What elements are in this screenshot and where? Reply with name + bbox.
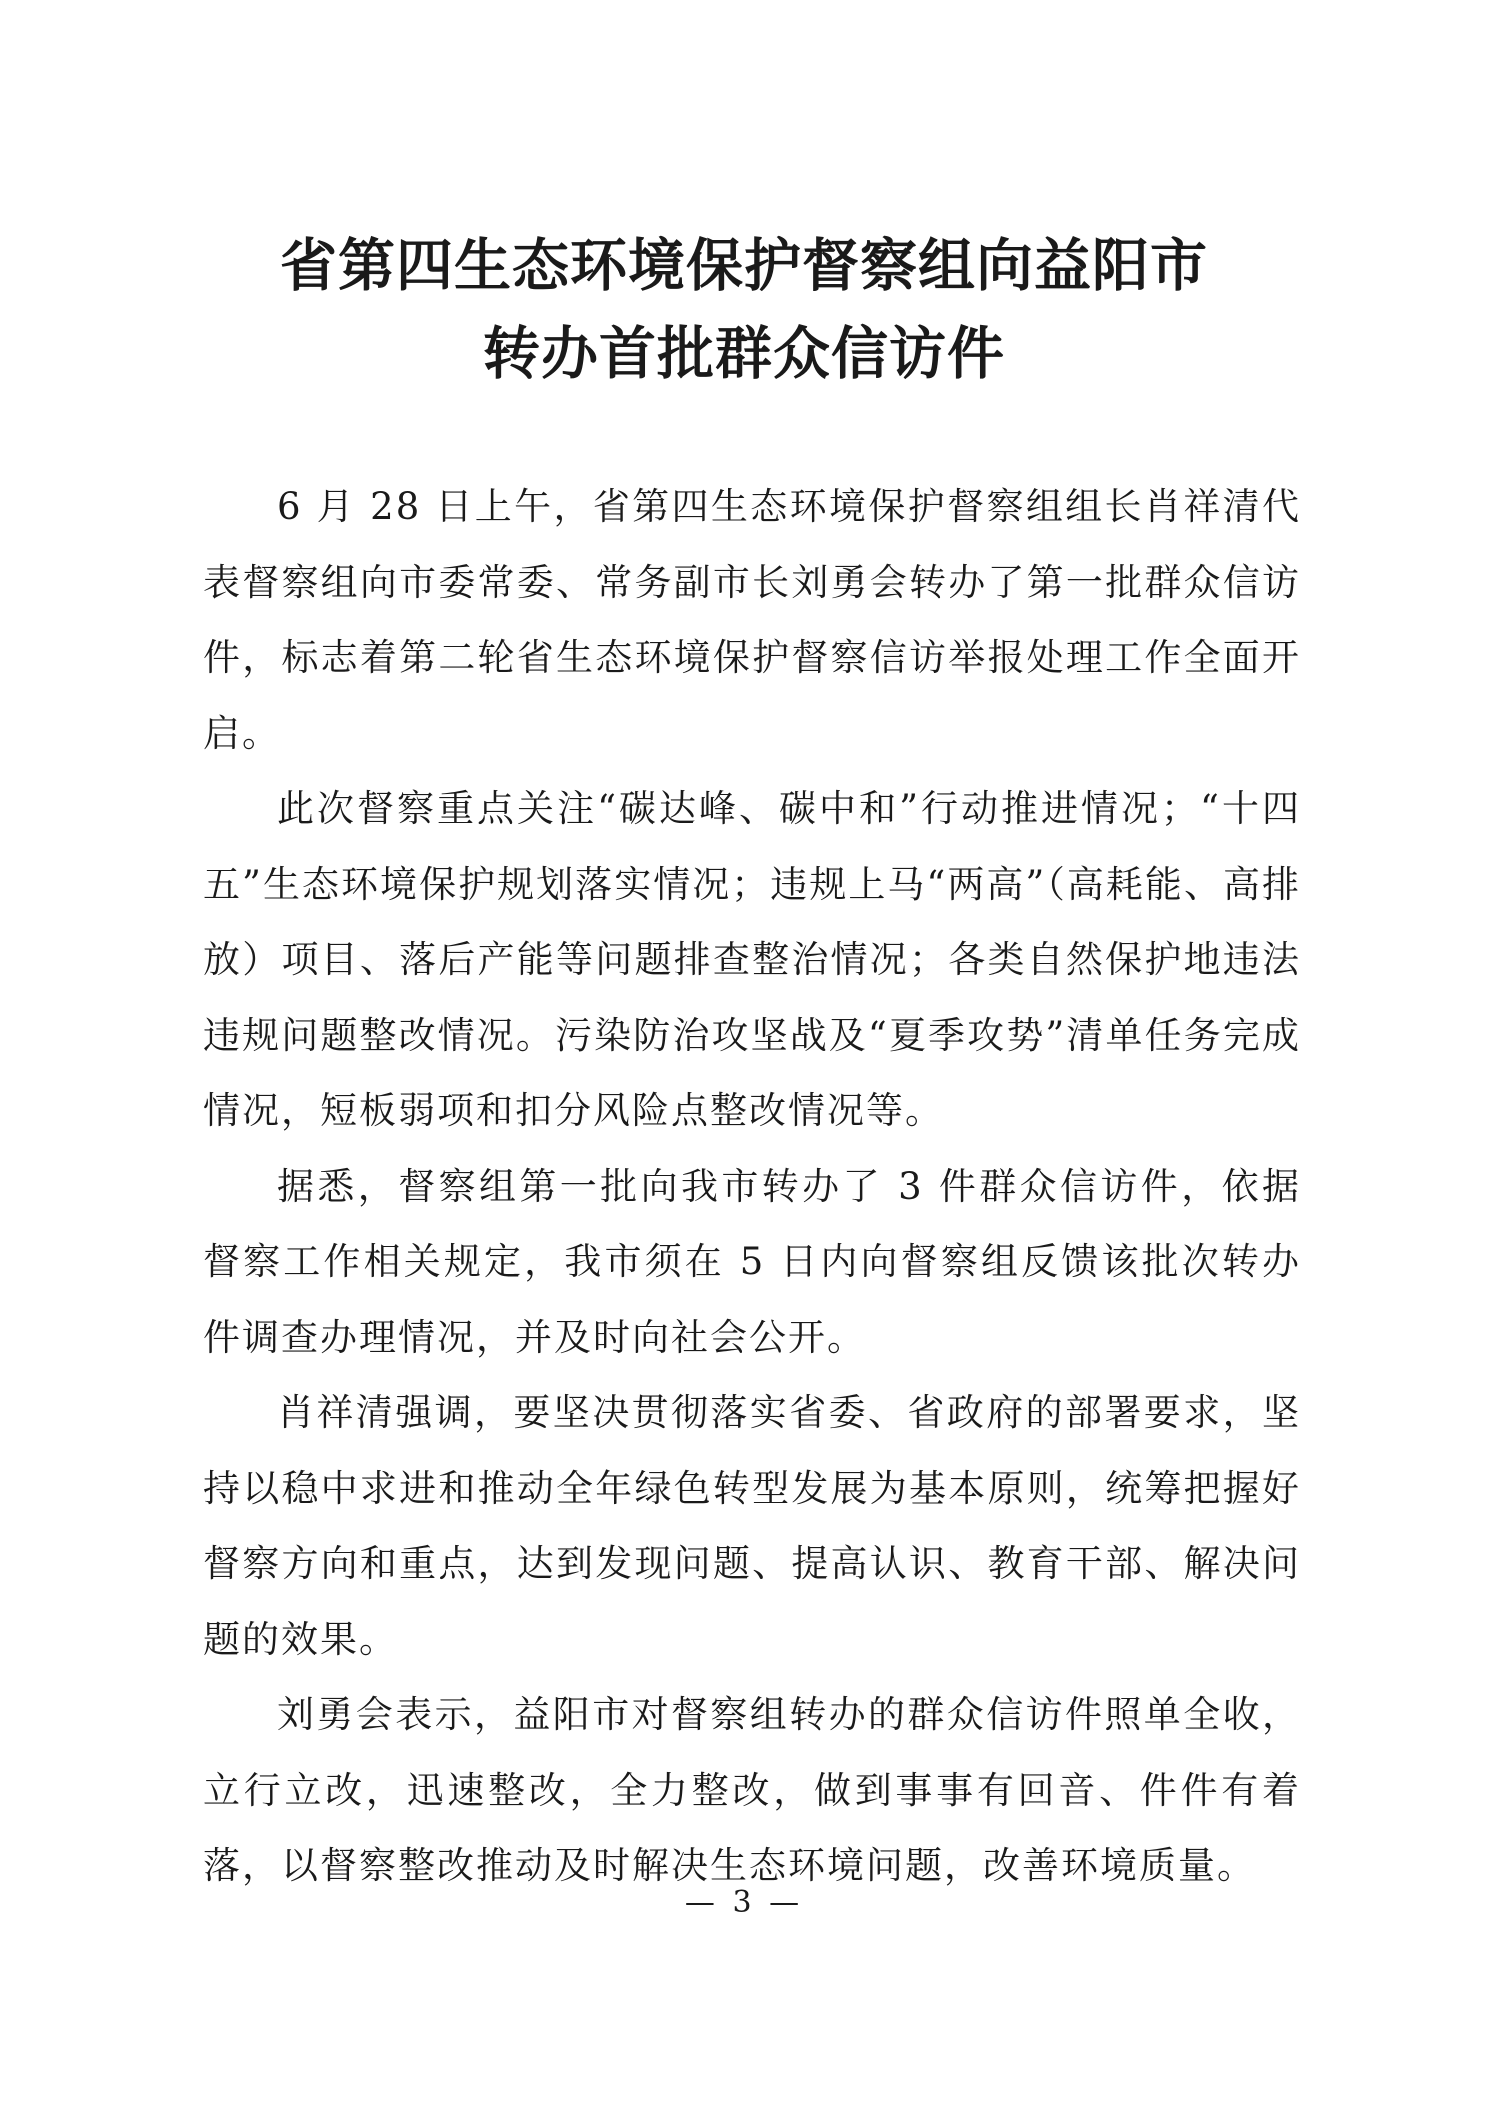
document-body [203,469,1301,1904]
page-number: — 3 — [684,1885,804,1920]
paragraph-4: 肖祥清强调，要坚决贯彻落实省委、省政府的部署要求，坚持以稳中求进和推动全年绿色转型发展为基本原则，统筹把握好督察方向和重点，达到发现问题、提高认识、教育干部、解决问题的效果。 [203,1391,1301,1661]
paragraph-5: 刘勇会表示，益阳市对督察组转办的群众信访件照单全收，立行立改，迅速整改，全力整改，做到事事有回音、件件有着落，以督察整改推动及时解决生态环境问题，改善环境质量。 [203,1693,1301,1887]
title-line-1: 省第四生态环境保护督察组向益阳市 [280,233,1208,299]
document-title [0,222,1488,398]
paragraph-2: 此次督察重点关注“碳达峰、碳中和”行动推进情况；“十四五”生态环境保护规划落实情况；违规上马“两高”（高耗能、高排放）项目、落后产能等问题排查整治情况；各类自然保护地违法违规问题整改情况。污染防治攻坚战及“夏季攻势”清单任务完成情况，短板弱项和扣分风险点整改情况等。 [203,787,1301,1132]
title-line-2: 转办首批群众信访件 [483,321,1005,387]
paragraph-3: 据悉，督察组第一批向我市转办了 3 件群众信访件，依据督察工作相关规定，我市须在 5 日内向督察组反馈该批次转办件调查办理情况，并及时向社会公开。 [203,1164,1301,1359]
paragraph-1: 6 月 28 日上午，省第四生态环境保护督察组组长肖祥清代表督察组向市委常委、常务副市长刘勇会转办了第一批群众信访件，标志着第二轮省生态环境保护督察信访举报处理工作全面开启。 [203,485,1301,755]
